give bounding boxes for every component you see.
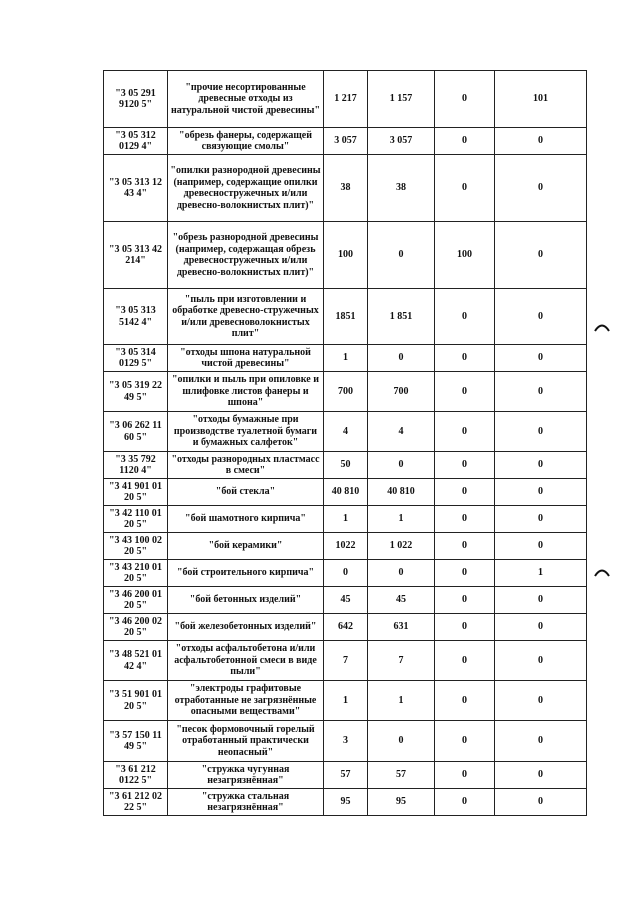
waste-name-cell: "прочие несортированные древесные отходы из натуральной чистой древесины" [168,71,324,128]
table-row [104,372,587,412]
amount-cell: 0 [495,222,587,289]
waste-code-cell: "3 61 212 0122 5" [104,762,168,789]
waste-name-cell: "отходы разнородных пластмасс в смеси" [168,452,324,479]
table-row [104,128,587,155]
amount-cell: 700 [324,372,368,412]
waste-name-cell: "электроды графитовые отработанные не загрязнённые опасными веществами" [168,681,324,721]
table-row [104,452,587,479]
waste-code-cell: "3 46 200 01 20 5" [104,587,168,614]
amount-cell: 38 [324,155,368,222]
amount-cell: 7 [324,641,368,681]
amount-cell: 0 [324,560,368,587]
table-row [104,681,587,721]
amount-cell: 0 [435,479,495,506]
waste-code-cell: "3 05 313 5142 4" [104,289,168,345]
amount-cell: 0 [368,560,435,587]
amount-cell: 0 [435,155,495,222]
amount-cell: 40 810 [324,479,368,506]
amount-cell: 0 [495,155,587,222]
waste-name-cell: "стружка чугунная незагрязнённая" [168,762,324,789]
table-row [104,560,587,587]
waste-code-cell: "3 06 262 11 60 5" [104,412,168,452]
amount-cell: 0 [368,222,435,289]
amount-cell: 95 [368,789,435,816]
amount-cell: 57 [368,762,435,789]
amount-cell: 57 [324,762,368,789]
amount-cell: 0 [495,452,587,479]
amount-cell: 631 [368,614,435,641]
amount-cell: 0 [435,289,495,345]
amount-cell: 0 [495,721,587,762]
amount-cell: 1 [368,506,435,533]
waste-name-cell: "бой железобетонных изделий" [168,614,324,641]
amount-cell: 0 [435,533,495,560]
amount-cell: 0 [495,789,587,816]
amount-cell: 0 [495,533,587,560]
amount-cell: 1 [324,681,368,721]
amount-cell: 0 [435,721,495,762]
amount-cell: 0 [495,614,587,641]
waste-name-cell: "бой стекла" [168,479,324,506]
waste-name-cell: "обрезь фанеры, содержащей связующие смолы" [168,128,324,155]
amount-cell: 0 [495,128,587,155]
amount-cell: 1 851 [368,289,435,345]
table-row [104,155,587,222]
table-row [104,479,587,506]
amount-cell: 0 [435,789,495,816]
amount-cell: 0 [435,762,495,789]
amount-cell: 7 [368,641,435,681]
waste-code-cell: "3 46 200 02 20 5" [104,614,168,641]
waste-code-cell: "3 35 792 1120 4" [104,452,168,479]
table-row [104,641,587,681]
waste-name-cell: "отходы бумажные при производстве туалетной бумаги и бумажных салфеток" [168,412,324,452]
amount-cell: 0 [495,412,587,452]
amount-cell: 0 [435,128,495,155]
amount-cell: 0 [435,372,495,412]
amount-cell: 0 [368,452,435,479]
table-row [104,222,587,289]
amount-cell: 1 [495,560,587,587]
amount-cell: 95 [324,789,368,816]
waste-code-cell: "3 05 291 9120 5" [104,71,168,128]
waste-name-cell: "бой керамики" [168,533,324,560]
amount-cell: 45 [324,587,368,614]
waste-code-cell: "3 05 314 0129 5" [104,345,168,372]
table-row [104,789,587,816]
amount-cell: 3 [324,721,368,762]
amount-cell: 0 [435,412,495,452]
amount-cell: 38 [368,155,435,222]
waste-code-cell: "3 05 319 22 49 5" [104,372,168,412]
waste-name-cell: "опилки разнородной древесины (например, содержащие опилки древесностружечных и/или древесно-волокнистых плит)" [168,155,324,222]
amount-cell: 45 [368,587,435,614]
amount-cell: 700 [368,372,435,412]
waste-name-cell: "бой бетонных изделий" [168,587,324,614]
amount-cell: 0 [435,614,495,641]
amount-cell: 0 [435,587,495,614]
waste-code-cell: "3 48 521 01 42 4" [104,641,168,681]
amount-cell: 1022 [324,533,368,560]
amount-cell: 0 [495,289,587,345]
waste-name-cell: "стружка стальная незагрязнённая" [168,789,324,816]
waste-code-cell: "3 05 313 12 43 4" [104,155,168,222]
waste-name-cell: "бой шамотного кирпича" [168,506,324,533]
amount-cell: 3 057 [324,128,368,155]
amount-cell: 0 [435,641,495,681]
amount-cell: 50 [324,452,368,479]
table-row [104,762,587,789]
page-edge-mark-lower [594,567,610,577]
amount-cell: 101 [495,71,587,128]
amount-cell: 0 [368,721,435,762]
amount-cell: 0 [495,479,587,506]
amount-cell: 1 022 [368,533,435,560]
waste-code-cell: "3 43 100 02 20 5" [104,533,168,560]
amount-cell: 4 [324,412,368,452]
waste-name-cell: "бой строительного кирпича" [168,560,324,587]
waste-name-cell: "песок формовочный горелый отработанный практически неопасный" [168,721,324,762]
waste-code-cell: "3 57 150 11 49 5" [104,721,168,762]
amount-cell: 0 [495,506,587,533]
amount-cell: 0 [435,560,495,587]
amount-cell: 1851 [324,289,368,345]
amount-cell: 0 [435,681,495,721]
amount-cell: 3 057 [368,128,435,155]
waste-name-cell: "опилки и пыль при опиловке и шлифовке листов фанеры и шпона" [168,372,324,412]
table-row [104,721,587,762]
amount-cell: 100 [435,222,495,289]
amount-cell: 0 [435,506,495,533]
amount-cell: 0 [495,372,587,412]
table-row [104,533,587,560]
amount-cell: 40 810 [368,479,435,506]
amount-cell: 0 [435,71,495,128]
amount-cell: 0 [495,345,587,372]
amount-cell: 0 [495,681,587,721]
amount-cell: 0 [495,587,587,614]
table-row [104,506,587,533]
waste-code-cell: "3 05 313 42 214" [104,222,168,289]
amount-cell: 0 [368,345,435,372]
amount-cell: 0 [495,762,587,789]
table-row [104,412,587,452]
amount-cell: 1 [324,506,368,533]
waste-code-cell: "3 41 901 01 20 5" [104,479,168,506]
waste-name-cell: "пыль при изготовлении и обработке древесно-стружечных и/или древесноволокнистых плит" [168,289,324,345]
amount-cell: 1 [324,345,368,372]
table-row [104,345,587,372]
waste-code-cell: "3 51 901 01 20 5" [104,681,168,721]
table-row [104,614,587,641]
waste-table [103,70,587,816]
amount-cell: 0 [435,345,495,372]
amount-cell: 4 [368,412,435,452]
table-row [104,289,587,345]
amount-cell: 642 [324,614,368,641]
waste-code-cell: "3 42 110 01 20 5" [104,506,168,533]
amount-cell: 1 217 [324,71,368,128]
waste-code-cell: "3 61 212 02 22 5" [104,789,168,816]
waste-code-cell: "3 43 210 01 20 5" [104,560,168,587]
amount-cell: 0 [435,452,495,479]
amount-cell: 100 [324,222,368,289]
table-row [104,587,587,614]
table-row [104,71,587,128]
page-edge-mark-upper [594,322,610,332]
amount-cell: 0 [495,641,587,681]
amount-cell: 1 [368,681,435,721]
waste-name-cell: "отходы асфальтобетона и/или асфальтобетонной смеси в виде пыли" [168,641,324,681]
waste-name-cell: "отходы шпона натуральной чистой древесины" [168,345,324,372]
waste-name-cell: "обрезь разнородной древесины (например, содержащая обрезь древесностружечных и/или древесно-волокнистых плит)" [168,222,324,289]
waste-code-cell: "3 05 312 0129 4" [104,128,168,155]
amount-cell: 1 157 [368,71,435,128]
waste-table-body [104,71,587,816]
